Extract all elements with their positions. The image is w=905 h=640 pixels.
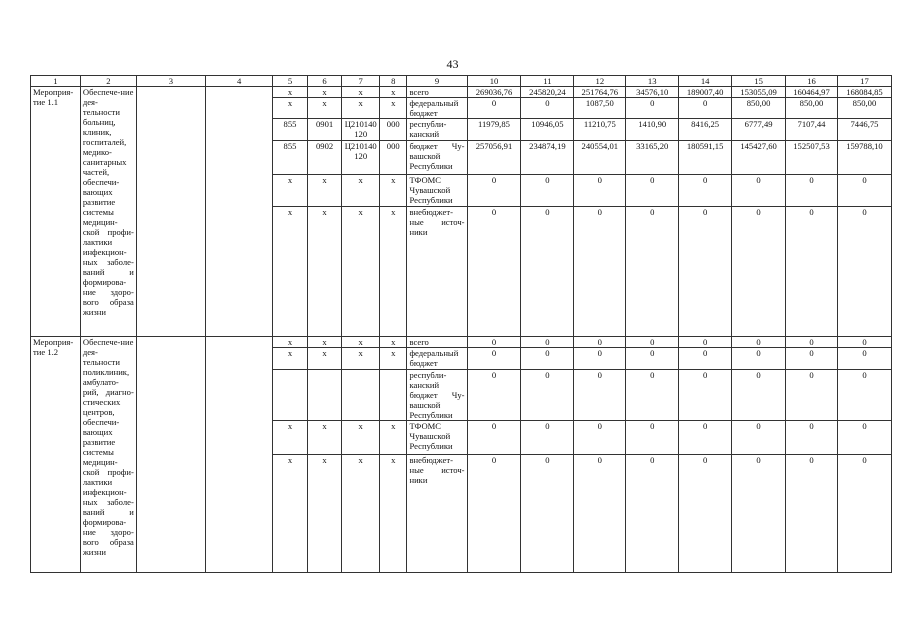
year-value-cell: 0	[837, 175, 891, 207]
year-value-cell: 0	[574, 337, 626, 348]
funding-source-cell: внебюджет-ные источ-ники	[407, 455, 467, 573]
year-value-cell: 0	[786, 175, 838, 207]
year-value-cell: 0	[626, 370, 679, 421]
year-value-cell: 0	[732, 175, 786, 207]
target-article-cell: x	[342, 175, 380, 207]
target-article-cell: x	[342, 348, 380, 370]
target-article-cell: x	[342, 87, 380, 98]
year-value-cell: 8416,25	[679, 119, 732, 141]
year-value-cell: 0	[679, 348, 732, 370]
year-value-cell: 0	[786, 207, 838, 337]
year-value-cell: 0	[626, 421, 679, 455]
year-value-cell: 0	[786, 370, 838, 421]
year-value-cell: 0	[679, 175, 732, 207]
column-number: 10	[467, 76, 521, 87]
year-value-cell: 0	[679, 455, 732, 573]
year-value-cell: 0	[521, 98, 574, 119]
column-number: 11	[521, 76, 574, 87]
year-value-cell: 11979,85	[467, 119, 521, 141]
section-code-cell: x	[307, 98, 342, 119]
expense-type-cell: x	[380, 337, 407, 348]
year-value-cell: 0	[467, 207, 521, 337]
year-value-cell: 0	[679, 370, 732, 421]
expense-type-cell: x	[380, 87, 407, 98]
year-value-cell: 850,00	[786, 98, 838, 119]
expense-type-cell	[380, 370, 407, 421]
section-code-cell: x	[307, 207, 342, 337]
column-4-cell	[206, 337, 273, 573]
funding-source-cell: федеральный бюджет	[407, 98, 467, 119]
target-article-cell: x	[342, 421, 380, 455]
year-value-cell: 0	[732, 348, 786, 370]
column-number: 9	[407, 76, 467, 87]
year-value-cell: 0	[679, 207, 732, 337]
year-value-cell: 850,00	[732, 98, 786, 119]
column-number: 15	[732, 76, 786, 87]
year-value-cell: 0	[521, 421, 574, 455]
column-number: 8	[380, 76, 407, 87]
column-3-cell	[136, 337, 205, 573]
funding-source-cell: федеральный бюджет	[407, 348, 467, 370]
event-name-cell: Обеспече-ние дея-тельности больниц, клиник, госпиталей, медико-санитарных частей, обеспечи-вающих развитие системы медицин-ской профи-лактики инфекцион-ных заболе-ваний и формирова-ние здоро-вого образа жизни	[80, 87, 136, 337]
year-value-cell: 1087,50	[574, 98, 626, 119]
year-value-cell: 234874,19	[521, 141, 574, 175]
funding-source-cell: всего	[407, 337, 467, 348]
year-value-cell: 0	[467, 348, 521, 370]
section-code-cell: x	[307, 348, 342, 370]
column-number-row	[31, 76, 892, 87]
year-value-cell: 7107,44	[786, 119, 838, 141]
column-number: 16	[786, 76, 838, 87]
expense-type-cell: x	[380, 175, 407, 207]
target-article-cell: x	[342, 98, 380, 119]
target-article-cell: x	[342, 337, 380, 348]
year-value-cell: 0	[467, 455, 521, 573]
year-value-cell: 152507,53	[786, 141, 838, 175]
year-value-cell: 0	[732, 207, 786, 337]
grbs-code-cell: 855	[273, 119, 308, 141]
expense-type-cell: 000	[380, 119, 407, 141]
year-value-cell: 245820,24	[521, 87, 574, 98]
year-value-cell: 0	[521, 337, 574, 348]
section-code-cell: x	[307, 421, 342, 455]
year-value-cell: 0	[574, 175, 626, 207]
year-value-cell: 850,00	[837, 98, 891, 119]
year-value-cell: 0	[574, 421, 626, 455]
year-value-cell: 11210,75	[574, 119, 626, 141]
section-code-cell	[307, 370, 342, 421]
funding-source-cell: республи-канский	[407, 119, 467, 141]
funding-source-cell: ТФОМС Чувашской Республики	[407, 175, 467, 207]
page-number: 43	[446, 57, 459, 71]
funding-source-cell: всего	[407, 87, 467, 98]
year-value-cell: 6777,49	[732, 119, 786, 141]
target-article-cell	[342, 370, 380, 421]
budget-table	[30, 75, 892, 573]
year-value-cell: 0	[786, 421, 838, 455]
year-value-cell: 0	[467, 370, 521, 421]
event-code-cell: Мероприя-тие 1.1	[31, 87, 81, 337]
year-value-cell: 0	[626, 175, 679, 207]
section-code-cell: x	[307, 337, 342, 348]
column-number: 5	[273, 76, 308, 87]
grbs-code-cell: x	[273, 87, 308, 98]
year-value-cell: 0	[521, 175, 574, 207]
year-value-cell: 0	[679, 98, 732, 119]
year-value-cell: 0	[626, 455, 679, 573]
year-value-cell: 0	[574, 455, 626, 573]
year-value-cell: 0	[467, 98, 521, 119]
target-article-cell: Ц210140120	[342, 119, 380, 141]
grbs-code-cell: x	[273, 337, 308, 348]
year-value-cell: 160464,97	[786, 87, 838, 98]
column-number: 17	[837, 76, 891, 87]
year-value-cell: 0	[574, 370, 626, 421]
column-number: 13	[626, 76, 679, 87]
year-value-cell: 180591,15	[679, 141, 732, 175]
year-value-cell: 0	[574, 348, 626, 370]
year-value-cell: 0	[467, 175, 521, 207]
year-value-cell: 0	[467, 337, 521, 348]
grbs-code-cell: x	[273, 348, 308, 370]
column-number: 14	[679, 76, 732, 87]
section-code-cell: x	[307, 87, 342, 98]
year-value-cell: 240554,01	[574, 141, 626, 175]
year-value-cell: 33165,20	[626, 141, 679, 175]
year-value-cell: 0	[732, 455, 786, 573]
year-value-cell: 0	[837, 207, 891, 337]
column-number: 4	[206, 76, 273, 87]
year-value-cell: 7446,75	[837, 119, 891, 141]
year-value-cell: 0	[521, 207, 574, 337]
target-article-cell: x	[342, 207, 380, 337]
grbs-code-cell: 855	[273, 141, 308, 175]
year-value-cell: 0	[467, 421, 521, 455]
year-value-cell: 153055,09	[732, 87, 786, 98]
section-code-cell: 0902	[307, 141, 342, 175]
year-value-cell: 0	[837, 421, 891, 455]
expense-type-cell: x	[380, 455, 407, 573]
year-value-cell: 0	[837, 455, 891, 573]
grbs-code-cell: x	[273, 175, 308, 207]
expense-type-cell: 000	[380, 141, 407, 175]
year-value-cell: 0	[786, 455, 838, 573]
expense-type-cell: x	[380, 98, 407, 119]
column-number: 2	[80, 76, 136, 87]
expense-type-cell: x	[380, 421, 407, 455]
year-value-cell: 0	[732, 421, 786, 455]
year-value-cell: 0	[574, 207, 626, 337]
year-value-cell: 0	[521, 348, 574, 370]
section-code-cell: x	[307, 455, 342, 573]
table-body	[31, 87, 892, 573]
target-article-cell: x	[342, 455, 380, 573]
target-article-cell: Ц210140120	[342, 141, 380, 175]
year-value-cell: 0	[786, 348, 838, 370]
funding-source-cell: ТФОМС Чувашской Республики	[407, 421, 467, 455]
year-value-cell: 0	[626, 337, 679, 348]
year-value-cell: 0	[626, 348, 679, 370]
expense-type-cell: x	[380, 207, 407, 337]
table-row	[31, 87, 892, 98]
section-code-cell: x	[307, 175, 342, 207]
year-value-cell: 0	[732, 337, 786, 348]
year-value-cell: 257056,91	[467, 141, 521, 175]
year-value-cell: 269036,76	[467, 87, 521, 98]
grbs-code-cell	[273, 370, 308, 421]
year-value-cell: 0	[521, 370, 574, 421]
year-value-cell: 1410,90	[626, 119, 679, 141]
column-number: 1	[31, 76, 81, 87]
year-value-cell: 10946,05	[521, 119, 574, 141]
year-value-cell: 0	[679, 337, 732, 348]
year-value-cell: 145427,60	[732, 141, 786, 175]
column-number: 7	[342, 76, 380, 87]
year-value-cell: 0	[837, 348, 891, 370]
column-number: 12	[574, 76, 626, 87]
year-value-cell: 0	[837, 337, 891, 348]
year-value-cell: 0	[626, 98, 679, 119]
year-value-cell: 189007,40	[679, 87, 732, 98]
year-value-cell: 0	[786, 337, 838, 348]
year-value-cell: 168084,85	[837, 87, 891, 98]
year-value-cell: 0	[679, 421, 732, 455]
grbs-code-cell: x	[273, 98, 308, 119]
grbs-code-cell: x	[273, 455, 308, 573]
year-value-cell: 0	[837, 370, 891, 421]
table-row	[31, 337, 892, 348]
grbs-code-cell: x	[273, 207, 308, 337]
event-code-cell: Мероприя-тие 1.2	[31, 337, 81, 573]
column-number: 3	[136, 76, 205, 87]
funding-source-cell: республи-канский бюджет Чу-вашской Республики	[407, 370, 467, 421]
funding-source-cell: внебюджет-ные источ-ники	[407, 207, 467, 337]
column-4-cell	[206, 87, 273, 337]
column-number: 6	[307, 76, 342, 87]
grbs-code-cell: x	[273, 421, 308, 455]
expense-type-cell: x	[380, 348, 407, 370]
column-3-cell	[136, 87, 205, 337]
funding-source-cell: бюджет Чу-вашской Республики	[407, 141, 467, 175]
year-value-cell: 251764,76	[574, 87, 626, 98]
year-value-cell: 159788,10	[837, 141, 891, 175]
section-code-cell: 0901	[307, 119, 342, 141]
year-value-cell: 0	[732, 370, 786, 421]
year-value-cell: 34576,10	[626, 87, 679, 98]
event-name-cell: Обеспече-ние дея-тельности поликлиник, амбулато-рий, диагно-стических центров, обеспечи-вающих развитие системы медицин-ской профи-лактики инфекцион-ных заболе-ваний и формирова-ние здоро-вого образа жизни	[80, 337, 136, 573]
year-value-cell: 0	[626, 207, 679, 337]
year-value-cell: 0	[521, 455, 574, 573]
